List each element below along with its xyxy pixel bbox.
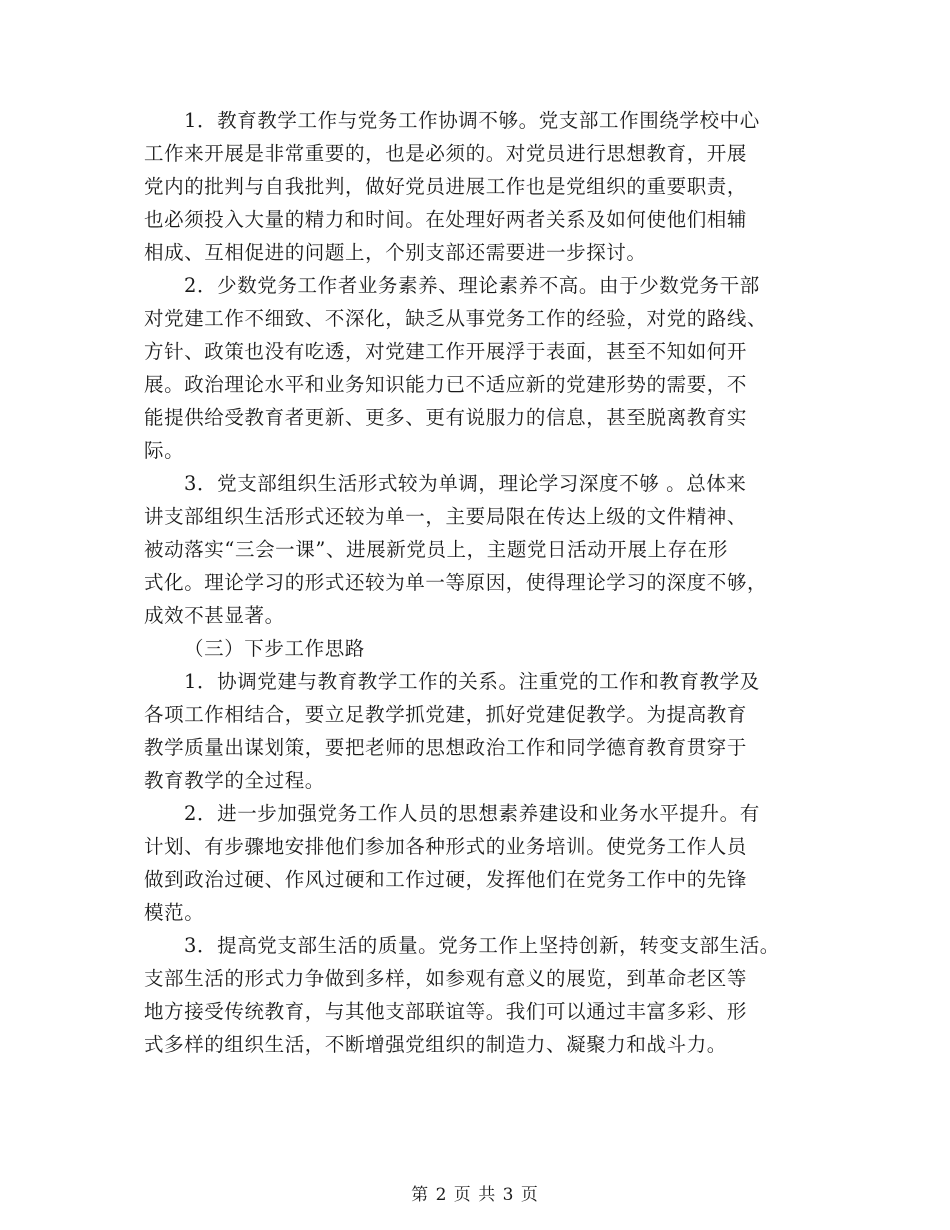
text-line: 工作来开展是非常重要的，也是必须的。对党员进行思想教育，开展 [144,142,748,165]
text-line: 际。 [144,439,185,462]
text-line: 也必须投入大量的精力和时间。在处理好两者关系及如何使他们相辅 [144,208,748,231]
text-line: 教育教学的全过程。 [144,769,325,792]
text-line: 做到政治过硬、作风过硬和工作过硬，发挥他们在党务工作中的先锋 [144,868,748,891]
text-line: 3．提高党支部生活的质量。党务工作上坚持创新，转变支部生活。 [184,934,780,957]
text-line: 党内的批判与自我批判，做好党员进展工作也是党组织的重要职责， [144,175,748,198]
text-line: 讲支部组织生活形式还较为单一，主要局限在传达上级的文件精神、 [144,505,748,528]
text-line: 各项工作相结合，要立足教学抓党建，抓好党建促教学。为提高教育 [144,703,748,726]
text-line: 展。政治理论水平和业务知识能力已不适应新的党建形势的需要，不 [144,373,748,396]
text-line: 1．教育教学工作与党务工作协调不够。党支部工作围绕学校中心 [184,109,760,132]
text-line: 3．党支部组织生活形式较为单调，理论学习深度不够 。总体来 [184,472,747,495]
text-line: 2．少数党务工作者业务素养、理论素养不高。由于少数党务干部 [184,274,760,297]
text-line: 式化。理论学习的形式还较为单一等原因，使得理论学习的深度不够， [144,571,768,594]
text-line: 相成、互相促进的问题上，个别支部还需要进一步探讨。 [144,241,647,264]
text-line: 1．协调党建与教育教学工作的关系。注重党的工作和教育教学及 [184,670,760,693]
text-line: 教学质量出谋划策，要把老师的思想政治工作和同学德育教育贯穿于 [144,736,748,759]
text-line: 支部生活的形式力争做到多样，如参观有意义的展览，到革命老区等 [144,967,748,990]
text-line: 模范。 [144,901,205,924]
text-line: 2．进一步加强党务工作人员的思想素养建设和业务水平提升。有 [184,802,760,825]
text-line: 式多样的组织生活，不断增强党组织的制造力、凝聚力和战斗力。 [144,1033,727,1056]
text-line: 被动落实“三会一课”、进展新党员上，主题党日活动开展上存在形 [144,538,728,561]
text-line: 计划、有步骤地安排他们参加各种形式的业务培训。使党务工作人员 [144,835,748,858]
text-line: 对党建工作不细致、不深化，缺乏从事党务工作的经验，对党的路线、 [144,307,768,330]
text-line: 成效不甚显著。 [144,604,285,627]
section-heading: （三）下步工作思路 [184,637,365,660]
page-number-footer: 第 2 页 共 3 页 [411,1185,539,1205]
text-line: 方针、政策也没有吃透，对党建工作开展浮于表面，甚至不知如何开 [144,340,748,363]
text-line: 能提供给受教育者更新、更多、更有说服力的信息，甚至脱离教育实 [144,406,748,429]
text-line: 地方接受传统教育，与其他支部联谊等。我们可以通过丰富多彩、形 [144,1000,748,1023]
